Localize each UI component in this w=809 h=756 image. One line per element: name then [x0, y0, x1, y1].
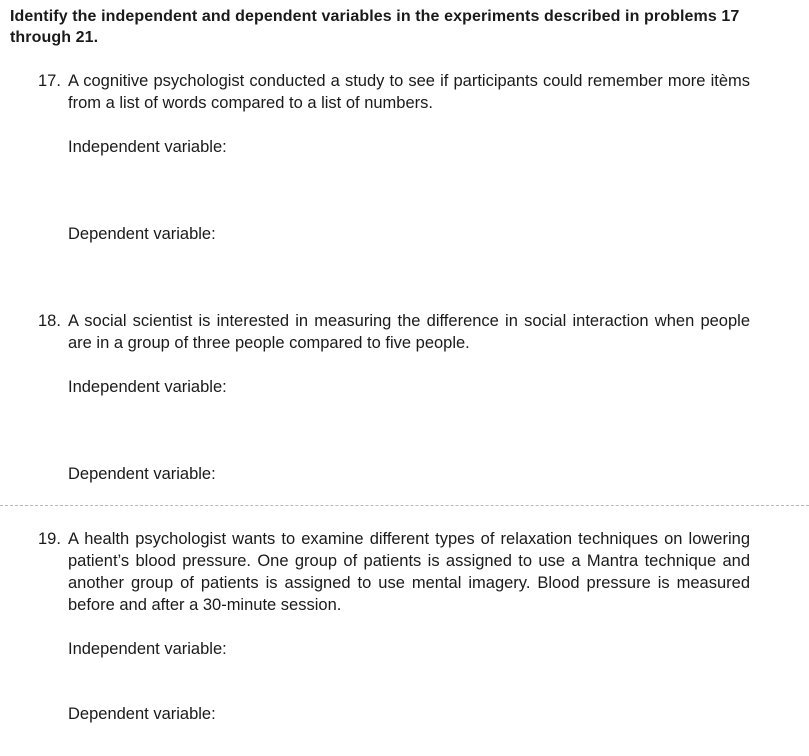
problem-statement: A health psychologist wants to examine different types of relaxation techniques on lowering patient’s blood pressure. One group of patients is assigned to use a Mantra technique and another group of patients is assigned to use mental imagery. Blood pressure is measured before and after a 30-minute session. — [68, 530, 750, 614]
problem-17-independent-label: Independent variable: — [68, 138, 227, 156]
problem-18-dependent-label: Dependent variable: — [68, 465, 216, 483]
problem-17-dependent-label: Dependent variable: — [68, 225, 216, 243]
problem-19 — [38, 528, 750, 616]
problem-number: 19. — [38, 530, 61, 548]
page-divider — [0, 505, 809, 506]
problem-18 — [38, 310, 750, 354]
problem-18-independent-label: Independent variable: — [68, 378, 227, 396]
problem-18-text — [38, 310, 750, 354]
problem-19-independent-label: Independent variable: — [68, 640, 227, 658]
problem-number: 17. — [38, 72, 61, 90]
problem-17-text — [38, 70, 750, 114]
problem-statement: A cognitive psychologist conducted a study to see if participants could remember more itèms from a list of words compared to a list of numbers. — [68, 72, 750, 112]
problem-19-dependent-label: Dependent variable: — [68, 705, 216, 723]
instructions-heading: Identify the independent and dependent variables in the experiments described in problems 17 through 21. — [10, 8, 740, 46]
problem-19-text — [38, 528, 750, 616]
problem-number: 18. — [38, 312, 61, 330]
problem-statement: A social scientist is interested in measuring the difference in social interaction when people are in a group of three people compared to five people. — [68, 312, 750, 352]
problem-17 — [38, 70, 750, 114]
